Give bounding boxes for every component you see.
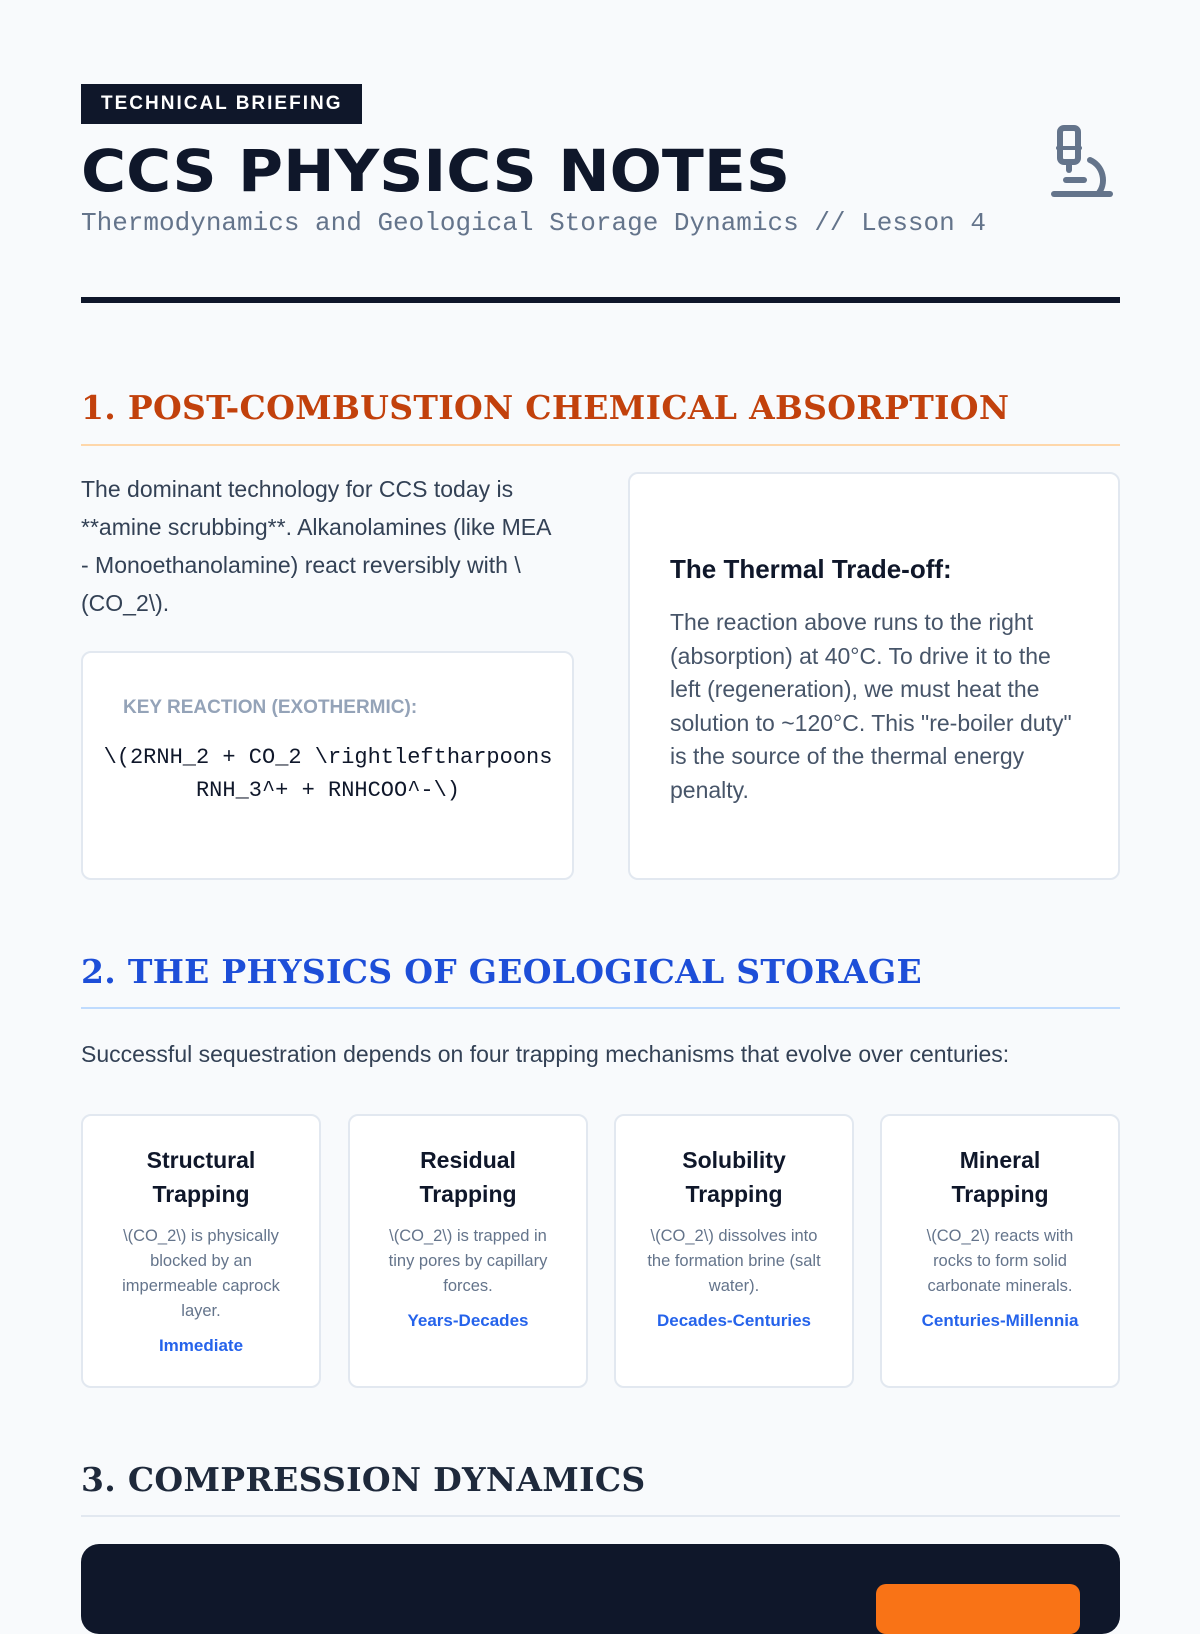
- compression-action-button[interactable]: [876, 1584, 1080, 1634]
- tradeoff-card: [628, 472, 1120, 880]
- page-title: CCS PHYSICS NOTES: [81, 137, 791, 205]
- mechanism-title: Solubility Trapping: [682, 1147, 786, 1207]
- reaction-card: [81, 651, 574, 880]
- mechanism-description: \(CO_2\) dissolves into the formation brine (salt water).: [647, 1227, 821, 1295]
- section-2-divider: [81, 1007, 1120, 1009]
- mechanism-description: \(CO_2\) is physically blocked by an impermeable caprock layer.: [122, 1227, 280, 1320]
- section-3-heading: 3. COMPRESSION DYNAMICS: [81, 1460, 646, 1499]
- section-1-divider: [81, 444, 1120, 446]
- tradeoff-text: The reaction above runs to the right (absorption) at 40°C. To drive it to the left (regeneration), we must heat the solution to ~120°C. This "re-boiler duty" is the source of the thermal energy penalty.: [670, 609, 1072, 803]
- section-1-heading: 1. POST-COMBUSTION CHEMICAL ABSORPTION: [81, 388, 1010, 427]
- mechanism-title: Structural Trapping: [146, 1147, 256, 1207]
- mechanism-timescale: Immediate: [158, 1336, 244, 1355]
- page-subtitle: Thermodynamics and Geological Storage Dynamics // Lesson 4: [81, 208, 986, 238]
- section-2-heading: 2. THE PHYSICS OF GEOLOGICAL STORAGE: [81, 952, 922, 991]
- mechanism-description: \(CO_2\) is trapped in tiny pores by capillary forces.: [388, 1227, 548, 1295]
- reaction-equation: \(2RNH_2 + CO_2 \rightleftharpoons RNH_3^+ + RNHCOO^-\): [103, 745, 553, 803]
- mechanism-card: [348, 1114, 588, 1388]
- briefing-badge: TECHNICAL BRIEFING: [81, 84, 362, 124]
- amine-intro-text: The dominant technology for CCS today is **amine scrubbing**. Alkanolamines (like MEA - Monoethanolamine) react reversibly with \(CO_2\).: [81, 476, 551, 616]
- mechanism-title: Mineral Trapping: [951, 1147, 1049, 1207]
- section-3-divider: [81, 1515, 1120, 1517]
- storage-intro-text: Successful sequestration depends on four trapping mechanisms that evolve over centuries:: [81, 1041, 1010, 1067]
- microscope-icon: [1044, 124, 1116, 200]
- mechanism-card: [81, 1114, 321, 1388]
- tradeoff-title: The Thermal Trade-off:: [670, 554, 952, 584]
- mechanism-description: \(CO_2\) reacts with rocks to form solid carbonate minerals.: [926, 1227, 1074, 1295]
- mechanism-card: [880, 1114, 1120, 1388]
- mechanism-card: [614, 1114, 854, 1388]
- reaction-label: KEY REACTION (EXOTHERMIC):: [123, 697, 418, 718]
- mechanism-timescale: Centuries-Millennia: [921, 1311, 1079, 1330]
- mechanism-timescale: Decades-Centuries: [656, 1311, 811, 1330]
- mechanism-title: Residual Trapping: [419, 1147, 517, 1207]
- mechanism-timescale: Years-Decades: [407, 1311, 529, 1330]
- compression-panel: [81, 1544, 1120, 1634]
- header-divider: [81, 297, 1120, 303]
